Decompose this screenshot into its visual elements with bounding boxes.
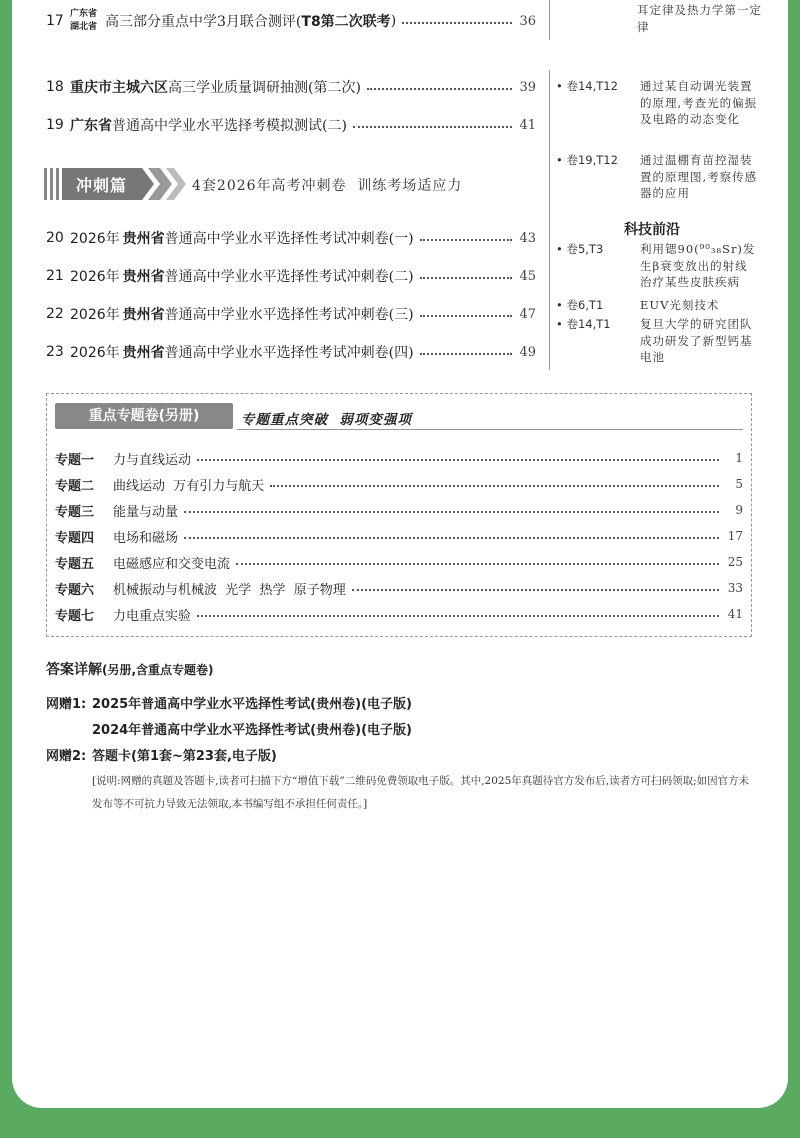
row-region: 贵州省 xyxy=(122,307,165,323)
row-title-end: ) xyxy=(390,13,397,29)
gift1-line2: 2024年普通高中学业水平选择性考试(贵州卷)(电子版) xyxy=(92,723,412,738)
leader-dots xyxy=(367,88,512,90)
page-number: 45 xyxy=(519,268,536,284)
leader-dots xyxy=(402,22,512,24)
column-divider xyxy=(549,0,550,40)
row-title: 普通高中学业水平选择性考试冲刺卷(一) xyxy=(164,231,414,247)
side-item-tag-text: 卷19,T12 xyxy=(566,153,618,167)
topic-label: 专题二 xyxy=(55,478,95,494)
province-stack xyxy=(70,8,97,34)
leader-dots xyxy=(184,511,719,513)
topic-row[interactable] xyxy=(55,577,743,599)
topic-label: 专题五 xyxy=(55,556,95,572)
topic-label: 专题七 xyxy=(55,608,95,624)
gift2-line: 答题卡(第1套~第23套,电子版) xyxy=(92,749,277,764)
page-number: 17 xyxy=(727,529,743,543)
side-item xyxy=(556,316,766,372)
side-item xyxy=(556,152,766,212)
page-number: 1 xyxy=(735,451,743,465)
toc-row[interactable] xyxy=(46,340,536,364)
topic-title: 机械振动与机械波 光学 热学 原子物理 xyxy=(113,582,346,598)
province-bottom: 湖北省 xyxy=(70,22,98,32)
leader-dots xyxy=(420,239,512,241)
topic-row[interactable] xyxy=(55,447,743,469)
row-region: 贵州省 xyxy=(122,269,165,285)
page-sheet xyxy=(12,0,788,1108)
side-item-tag-text: 卷6,T1 xyxy=(566,298,604,312)
topic-row[interactable] xyxy=(55,499,743,521)
page-number: 47 xyxy=(519,306,536,322)
row-title: 普通高中学业水平选择性考试冲刺卷(三) xyxy=(164,307,414,323)
leader-dots xyxy=(197,459,719,461)
row-title-bold: T8第二次联考 xyxy=(301,14,391,30)
answers-title-text: 答案详解 xyxy=(46,662,102,678)
topic-row[interactable] xyxy=(55,525,743,547)
page-number: 36 xyxy=(519,13,536,29)
topic-row[interactable] xyxy=(55,473,743,495)
row-title: 普通高中学业水平选择考模拟测试(二) xyxy=(112,118,347,134)
topic-label: 专题六 xyxy=(55,582,95,598)
side-item-text: 通过某自动调光装置的原理,考查光的偏振及电路的动态变化 xyxy=(640,79,758,126)
side-item xyxy=(556,297,766,315)
page-number: 41 xyxy=(519,117,536,133)
page-number: 41 xyxy=(727,607,743,621)
answers-title-note: (另册,含重点专题卷) xyxy=(102,663,214,677)
row-number: 21 xyxy=(46,268,64,284)
side-item-tag-text: 卷14,T12 xyxy=(566,79,618,93)
sprint-description: 4套2026年高考冲刺卷 训练考场适应力 xyxy=(192,178,463,194)
row-year: 2026年 xyxy=(70,307,120,323)
topics-box xyxy=(46,393,752,637)
page-number: 5 xyxy=(735,477,743,491)
leader-dots xyxy=(352,589,719,591)
row-number: 22 xyxy=(46,306,64,322)
leader-dots xyxy=(420,315,512,317)
page-number: 33 xyxy=(727,581,743,595)
topic-label: 专题三 xyxy=(55,504,95,520)
leader-dots xyxy=(420,353,512,355)
side-item-tag: • 卷14,T12 xyxy=(556,79,618,93)
leader-dots xyxy=(420,277,512,279)
answers-title xyxy=(46,659,214,679)
topic-row[interactable] xyxy=(55,603,743,625)
row-title: 高三部分重点中学3月联合测评( xyxy=(105,14,302,30)
toc-row[interactable] xyxy=(46,302,536,326)
row-title: 普通高中学业水平选择性考试冲刺卷(四) xyxy=(164,345,414,361)
topic-row[interactable] xyxy=(55,551,743,573)
side-item xyxy=(556,78,766,153)
side-item-tag-text: 卷14,T1 xyxy=(566,317,611,331)
topic-title: 力与直线运动 xyxy=(113,452,192,468)
topic-title: 曲线运动 万有引力与航天 xyxy=(113,478,265,494)
gift1-label: 网赠1: xyxy=(46,697,87,712)
tech-frontier-title: 科技前沿 xyxy=(624,222,680,238)
sprint-banner xyxy=(44,166,534,202)
toc-row[interactable] xyxy=(46,226,536,250)
side-item-text: 通过温棚育苗控湿装置的原理图,考察传感器的应用 xyxy=(640,153,758,200)
topics-slogan: 专题重点突破 弱项变强项 xyxy=(241,412,412,428)
row-year: 2026年 xyxy=(70,345,120,361)
row-region: 贵州省 xyxy=(122,231,165,247)
page-number: 49 xyxy=(519,344,536,360)
row-number: 17 xyxy=(46,13,64,29)
side-top-text: 耳定律及热力学第一定律 xyxy=(637,3,762,34)
side-item-tag-text: 卷5,T3 xyxy=(566,242,604,256)
leader-dots xyxy=(184,537,719,539)
toc-row[interactable] xyxy=(46,113,536,137)
side-item-tag: • 卷5,T3 xyxy=(556,242,604,256)
row-number: 23 xyxy=(46,344,64,360)
toc-row[interactable] xyxy=(46,264,536,288)
row-title: 高三学业质量调研抽测(第二次) xyxy=(168,80,361,96)
row-number: 18 xyxy=(46,79,64,95)
row-year: 2026年 xyxy=(70,231,120,247)
topic-label: 专题一 xyxy=(55,452,95,468)
side-item-text: 复旦大学的研究团队成功研发了新型钙基电池 xyxy=(640,317,753,364)
topic-label: 专题四 xyxy=(55,530,95,546)
page-number: 25 xyxy=(727,555,743,569)
gift2-label: 网赠2: xyxy=(46,749,87,764)
topic-title: 能量与动量 xyxy=(113,504,179,520)
topic-title: 电场和磁场 xyxy=(113,530,179,546)
row-region: 贵州省 xyxy=(122,345,165,361)
page-number: 43 xyxy=(519,230,536,246)
topic-title: 电磁感应和交变电流 xyxy=(113,556,231,572)
side-item-tag: • 卷6,T1 xyxy=(556,298,604,312)
topics-header: 重点专题卷(另册) xyxy=(55,403,233,429)
row-region: 广东省 xyxy=(70,118,112,134)
leader-dots xyxy=(353,126,512,128)
row-title: 普通高中学业水平选择性考试冲刺卷(二) xyxy=(164,269,414,285)
gift1-line1: 2025年普通高中学业水平选择性考试(贵州卷)(电子版) xyxy=(92,697,412,712)
side-item xyxy=(556,241,766,297)
side-item-tag: • 卷14,T1 xyxy=(556,317,611,331)
page-number: 39 xyxy=(519,79,536,95)
side-item-text: 利用锶90(⁹⁰₃₈Sr)发生β衰变放出的射线治疗某些皮肤疾病 xyxy=(640,242,756,289)
column-divider xyxy=(549,70,550,370)
leader-dots xyxy=(197,615,719,617)
row-number: 20 xyxy=(46,230,64,246)
toc-row[interactable] xyxy=(46,75,536,99)
toc-row[interactable] xyxy=(46,9,536,33)
topics-header-rule xyxy=(237,429,743,430)
row-number: 19 xyxy=(46,117,64,133)
row-region: 重庆市主城六区 xyxy=(70,80,168,96)
side-item-text: EUV光刻技术 xyxy=(640,298,720,312)
page-number: 9 xyxy=(735,503,743,517)
province-top: 广东省 xyxy=(70,9,98,19)
answers-note: [说明:网赠的真题及答题卡,读者可扫描下方“增值下载”二维码免费领取电子版。其中,2025年真题待官方发布后,读者方可扫码领取;如因官方未发布等不可抗力导致无法领取,本书编写组不承担任何责任。] xyxy=(92,775,750,810)
leader-dots xyxy=(270,485,719,487)
side-item-tag: • 卷19,T12 xyxy=(556,153,618,167)
topic-title: 力电重点实验 xyxy=(113,608,192,624)
sprint-label: 冲刺篇 xyxy=(76,176,128,195)
row-year: 2026年 xyxy=(70,269,120,285)
leader-dots xyxy=(236,563,719,565)
